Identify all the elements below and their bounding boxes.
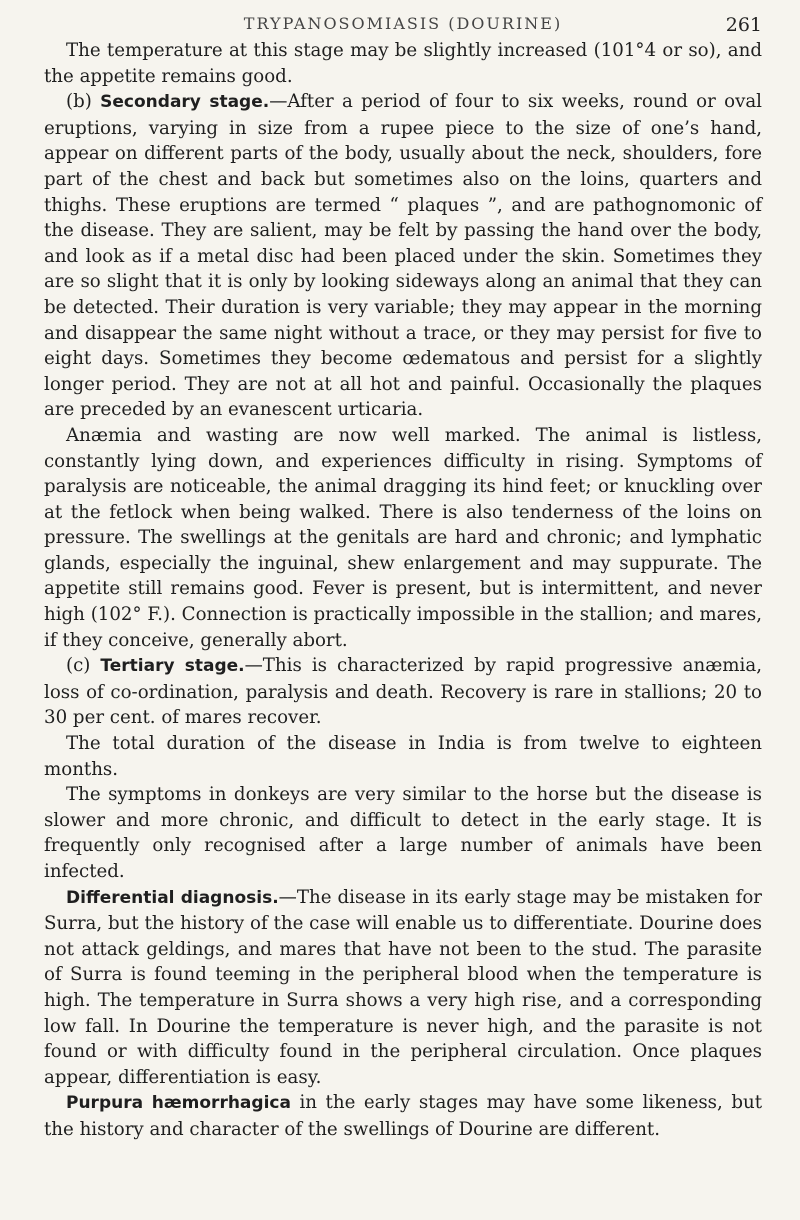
paragraph-tertiary-stage [44, 653, 762, 731]
differential-diagnosis-heading: Differential diagnosis. [66, 887, 279, 908]
tertiary-stage-label: (c) [66, 655, 101, 677]
page-number: 261 [725, 14, 762, 36]
paragraph-temperature: The temperature at this stage may be slightly increased (101°4 or so), and the appetite remains good. [44, 40, 762, 87]
differential-diagnosis-text: —The disease in its early stage may be mistaken for Surra, but the history of the case will enable us to differentiate. Dourine does not attack geldings, and mares that have not been to the stud. The parasite of Surra is found teeming in the peripheral blood when the temperature is high. The temperature in Surra shows a very high rise, and a corresponding low fall. In Dourine the temperature is never high, and the parasite is not found or with difficulty found in the peripheral circulation. Once plaques appear, differentiation is easy. [44, 886, 762, 1088]
paragraph-anaemia: Anæmia and wasting are now well marked. The animal is listless, constantly lying down, and experiences difficulty in rising. Symptoms of paralysis are noticeable, the animal dragging its hind feet; or knuckling over at the fetlock when being walked. There is also tenderness of the loins on pressure. The swellings at the genitals are hard and chronic; and lymphatic glands, especially the inguinal, shew enlargement and may suppurate. The appetite still remains good. Fever is present, but is intermittent, and never high (102° F.). Connection is practically impossible in the stallion; and mares, if they conceive, generally abort. [44, 424, 762, 651]
running-title: TRYPANOSOMIASIS (DOURINE) [243, 14, 563, 33]
secondary-stage-heading: Secondary stage. [100, 92, 270, 113]
paragraph-differential-diagnosis [44, 885, 762, 1091]
paragraph-purpura [44, 1090, 762, 1142]
tertiary-stage-text: —This is characterized by rapid progressive anæmia, loss of co-ordination, paralysis and death. Recovery is rare in stallions; 20 to 30 per cent. of mares recover. [44, 655, 762, 729]
purpura-heading: Purpura hæmorrhagica [66, 1093, 291, 1114]
secondary-stage-text: —After a period of four to six weeks, round or oval eruptions, varying in size from a rupee piece to the size of one’s hand, appear on different parts of the body, usually about the neck, shoulders, fore part of the chest and back but sometimes also on the loins, quarters and thighs. These eruptions are termed “ plaques ”, and are pathognomonic of the disease. They are salient, may be felt by passing the hand over the body, and look as if a metal disc had been placed under the skin. Sometimes they are so slight that it is only by looking sideways along an animal that they can be detected. Their duration is very variable; they may appear in the morning and disappear the same night without a trace, or they may persist for five to eight days. Sometimes they become œdematous and persist for a slightly longer period. They are not at all hot and painful. Occasionally the plaques are preceded by an evanescent urticaria. [44, 91, 762, 421]
tertiary-stage-heading: Tertiary stage. [100, 656, 245, 677]
paragraph-total-duration: The total duration of the disease in India is from twelve to eighteen months. [44, 733, 762, 780]
paragraph-donkeys: The symptoms in donkeys are very similar to the horse but the disease is slower and more chronic, and difficult to detect in the early stage. It is frequently only recognised after a large number of animals have been infected. [44, 784, 762, 882]
secondary-stage-label: (b) [66, 91, 101, 113]
paragraph-secondary-stage [44, 89, 762, 423]
body-text [44, 38, 762, 1143]
running-header [44, 6, 762, 38]
purpura-text: in the early stages may have some likeness, but the history and character of the swellings of Dourine are different. [44, 1092, 762, 1140]
